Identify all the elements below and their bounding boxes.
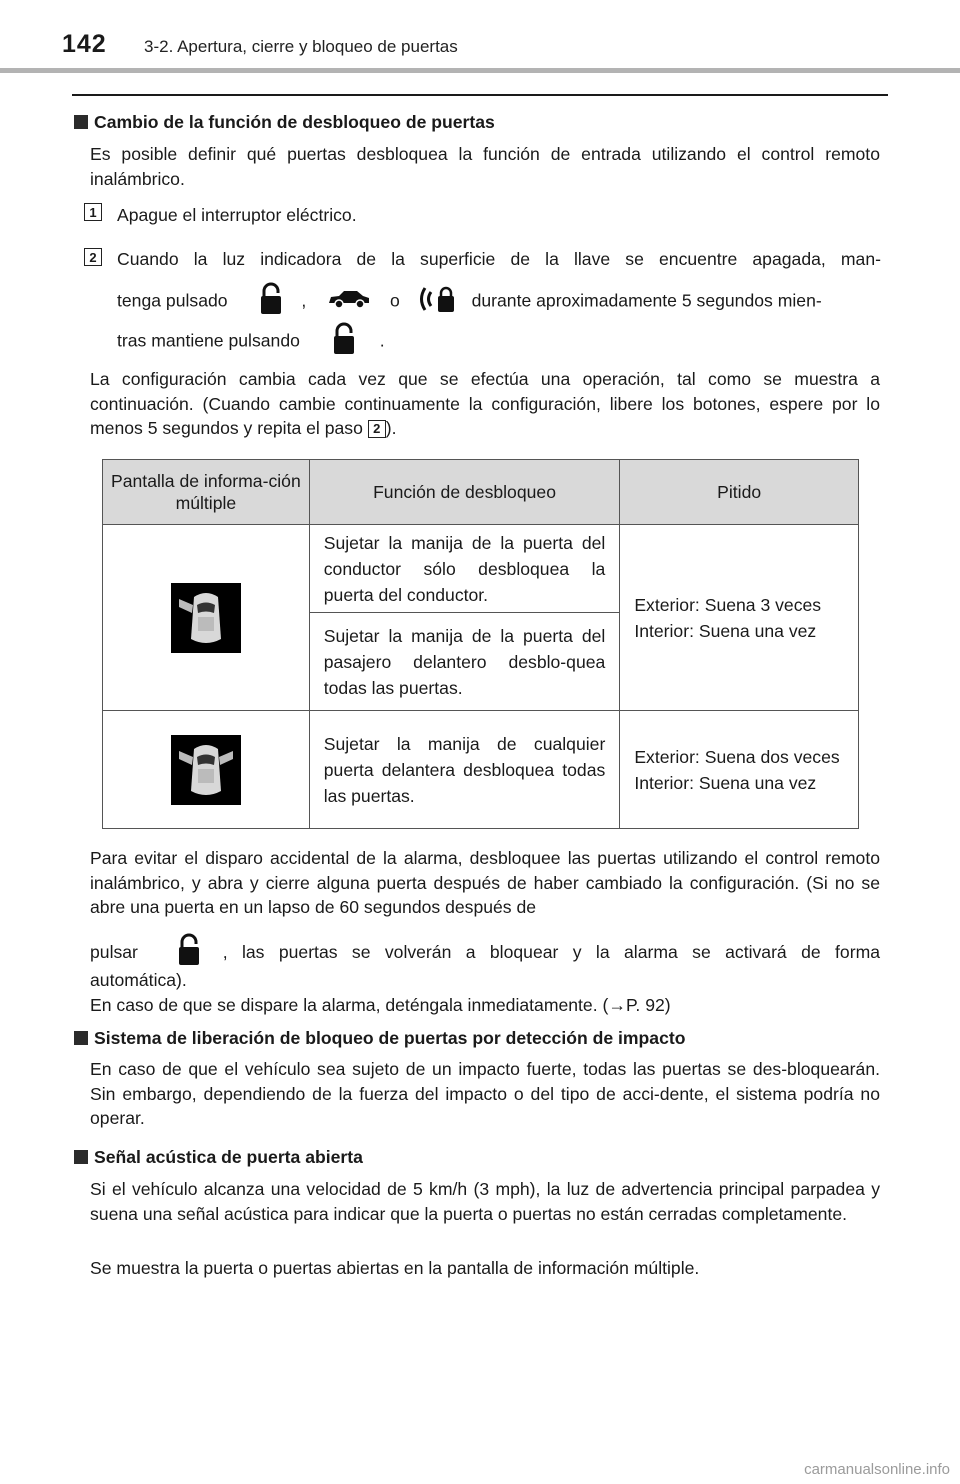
display-cell: [103, 711, 310, 829]
lock-icon: [331, 322, 357, 362]
alarm-warning-end: automática).: [90, 970, 187, 990]
step-badge-1: 1: [84, 203, 102, 221]
impact-unlock-text: En caso de que el vehículo sea sujeto de un impacto fuerte, todas las puertas se des-bloquearán. Sin embargo, dependiendo de la fuerza del impacto o del tipo de acci-dente, el sistema podría no operar.: [90, 1059, 880, 1128]
section-heading-unlock-function: Cambio de la función de desbloqueo de puertas: [74, 112, 495, 133]
door-open-display-text: Se muestra la puerta o puertas abiertas en la pantalla de información múltiple.: [90, 1258, 700, 1278]
section-heading-impact-unlock: Sistema de liberación de bloqueo de puertas por detección de impacto: [74, 1028, 685, 1049]
car-both-doors-open-icon: [171, 735, 241, 805]
alarm-stop-text: En caso de que se dispare la alarma, deténgala inmediatamente. (→P. 92): [90, 995, 671, 1015]
step-badge-2-reference: 2: [368, 420, 386, 438]
function-cell: Sujetar la manija de la puerta del conductor sólo desbloquea la puerta del conductor.: [309, 525, 620, 613]
section-divider: [72, 94, 888, 96]
alarm-warning-line: pulsar , las puertas se volverán a bloquear y la alarma se activará de forma: [90, 933, 880, 974]
beep-cell: Exterior: Suena dos veces Interior: Suena una vez: [620, 711, 859, 829]
bullet-square-icon: [74, 1150, 88, 1164]
table-row: [103, 525, 859, 613]
bullet-square-icon: [74, 1031, 88, 1045]
table-row: [103, 711, 859, 829]
bullet-square-icon: [74, 115, 88, 129]
step-badge-2: 2: [84, 248, 102, 266]
car-driver-door-open-icon: [171, 583, 241, 653]
watermark: carmanualsonline.info: [804, 1461, 950, 1478]
header-divider: [0, 68, 960, 73]
step-1-text: Apague el interruptor eléctrico.: [117, 205, 357, 225]
table-header-display: Pantalla de informa-ción múltiple: [103, 460, 310, 525]
table-header-row: [103, 460, 859, 525]
page-number: 142: [62, 30, 107, 58]
display-cell: [103, 525, 310, 711]
remote-signal-icon: [415, 284, 459, 320]
alarm-warning-text: Para evitar el disparo accidental de la alarma, desbloquee las puertas utilizando el control remoto inalámbrico, y abra y cierre alguna puerta después de haber cambiado la configuración. (Si no se abre una puerta en un lapso de 60 segundos después de: [90, 848, 880, 917]
table-header-beep: Pitido: [620, 460, 859, 525]
function-cell: Sujetar la manija de cualquier puerta delantera desbloquea todas las puertas.: [309, 711, 620, 829]
door-open-buzzer-text: Si el vehículo alcanza una velocidad de 5 km/h (3 mph), la luz de advertencia principal parpadea y suena una señal acústica para indicar que la puerta o puertas no están cerradas completamente.: [90, 1179, 880, 1224]
unlock-settings-table: [102, 459, 859, 829]
table-header-function: Función de desbloqueo: [309, 460, 620, 525]
step-2-line-3: tras mantiene pulsando .: [117, 322, 385, 362]
section-intro: Es posible definir qué puertas desbloquea la función de entrada utilizando el control remoto inalámbrico.: [90, 144, 880, 189]
step-2-line-1: Cuando la luz indicadora de la superficie de la llave se encuentre apagada, man-: [117, 249, 881, 269]
page-header-title: 3-2. Apertura, cierre y bloqueo de puertas: [144, 37, 458, 56]
lock-icon: [258, 282, 284, 322]
car-icon: [327, 288, 371, 316]
section-heading-door-open-buzzer: Señal acústica de puerta abierta: [74, 1147, 363, 1168]
beep-cell: Exterior: Suena 3 veces Interior: Suena una vez: [620, 525, 859, 711]
configuration-text: La configuración cambia cada vez que se efectúa una operación, tal como se muestra a continuación. (Cuando cambie continuamente la configuración, libere los botones, espere por lo menos 5 segundos y repita el paso 2 ).: [90, 369, 880, 438]
step-2-line-2: tenga pulsado , o durante aproximadamente 5 segundos mien-: [117, 282, 881, 322]
function-cell: Sujetar la manija de la puerta del pasajero delantero desblo-quea todas las puertas.: [309, 613, 620, 711]
